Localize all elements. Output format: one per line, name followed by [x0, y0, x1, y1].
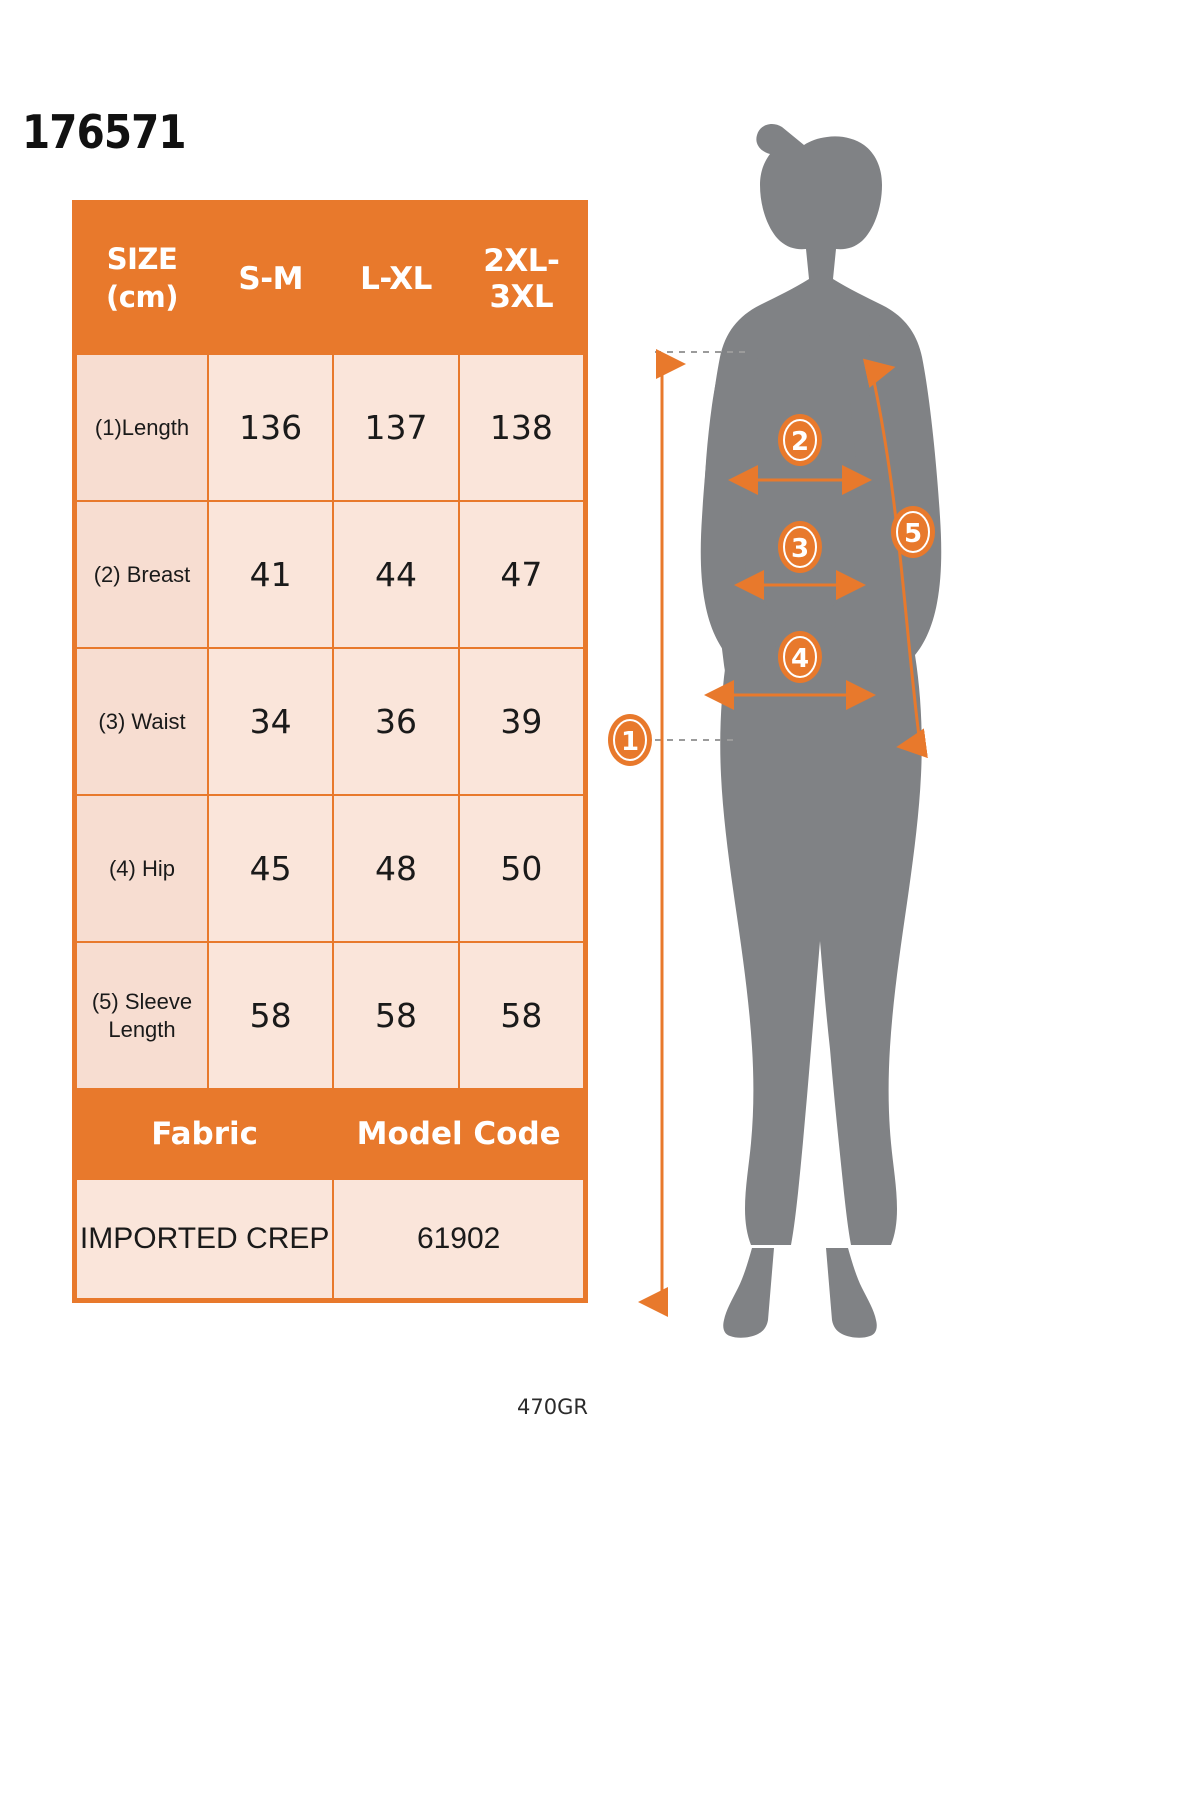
marker-badge-3-label: 3 [790, 534, 810, 564]
size-unit-header [76, 204, 208, 354]
row-label-hip: (4) Hip [76, 795, 208, 942]
cell-breast-2xl3xl: 47 [459, 501, 584, 648]
cell-hip-lxl: 48 [333, 795, 458, 942]
cell-waist-2xl3xl: 39 [459, 648, 584, 795]
cell-waist-lxl: 36 [333, 648, 458, 795]
cell-length-lxl: 137 [333, 354, 458, 501]
model-code-header: Model Code [333, 1089, 584, 1179]
size-table-head [76, 204, 584, 354]
marker-badge-1 [608, 714, 652, 766]
marker-badge-4-label: 4 [790, 644, 810, 674]
size-table [75, 203, 585, 1300]
size-header-line2: (cm) [106, 280, 178, 314]
marker-badge-2-label: 2 [790, 427, 810, 457]
row-label-breast: (2) Breast [76, 501, 208, 648]
marker-badge-1-label: 1 [620, 727, 640, 757]
female-silhouette-icon [701, 124, 941, 1338]
size-header-line1: SIZE [106, 242, 178, 277]
cell-sleeve-sm: 58 [208, 942, 333, 1089]
footer-header-row [76, 1089, 584, 1179]
fabric-value: IMPORTED CREP [76, 1179, 333, 1299]
table-row [76, 501, 584, 648]
cell-breast-sm: 41 [208, 501, 333, 648]
footer-value-row [76, 1179, 584, 1299]
fabric-header: Fabric [76, 1089, 333, 1179]
row-label-length: (1)Length [76, 354, 208, 501]
table-row [76, 354, 584, 501]
column-header-sm: S-M [208, 204, 333, 354]
measurement-figure [600, 80, 1030, 1420]
table-row [76, 795, 584, 942]
marker-badge-4 [778, 631, 822, 683]
size-table-container [72, 200, 588, 1303]
cell-breast-lxl: 44 [333, 501, 458, 648]
cell-sleeve-2xl3xl: 58 [459, 942, 584, 1089]
size-table-body [76, 354, 584, 1299]
cell-hip-2xl3xl: 50 [459, 795, 584, 942]
cell-sleeve-lxl: 58 [333, 942, 458, 1089]
cell-length-2xl3xl: 138 [459, 354, 584, 501]
table-row [76, 648, 584, 795]
marker-badge-3 [778, 521, 822, 573]
cell-waist-sm: 34 [208, 648, 333, 795]
marker-badge-5 [891, 506, 935, 558]
table-header-row [76, 204, 584, 354]
row-label-waist: (3) Waist [76, 648, 208, 795]
marker-badge-2 [778, 414, 822, 466]
product-code-title: 176571 [22, 105, 186, 159]
column-header-2xl3xl: 2XL-3XL [459, 204, 584, 354]
marker-badge-5-label: 5 [903, 519, 923, 549]
table-row [76, 942, 584, 1089]
cell-hip-sm: 45 [208, 795, 333, 942]
row-label-sleeve-length: (5) Sleeve Length [76, 942, 208, 1089]
column-header-lxl: L-XL [333, 204, 458, 354]
model-code-value: 61902 [333, 1179, 584, 1299]
cell-length-sm: 136 [208, 354, 333, 501]
weight-note: 470GR [517, 1395, 588, 1419]
